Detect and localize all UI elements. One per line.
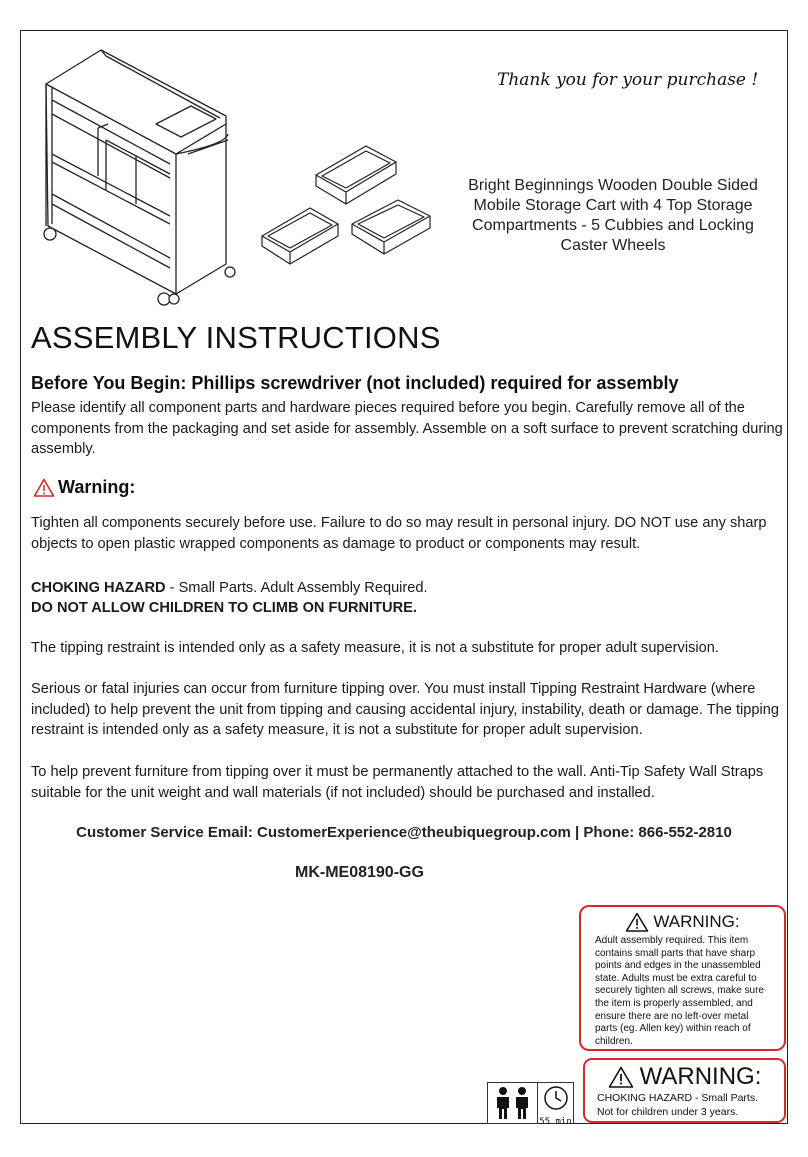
two-people-icon — [487, 1082, 537, 1124]
warning-text: Tighten all components securely before use. Failure to do so may result in personal injury. DO NOT use any sharp objects to open plastic wrapped components as damage to product or components may result. — [31, 515, 767, 552]
clock-icon — [543, 1085, 569, 1111]
tipping-warning-text: Serious or fatal injuries can occur from furniture tipping over. You must install Tipping Restraint Hardware (where included) to help prevent the unit from tipping and causing accidental injury, instability, death or damage. The tipping restraint is intended only as a safety measure, it is not a substitute for proper adult supervision. — [31, 681, 779, 738]
product-title: Bright Beginnings Wooden Double Sided Mobile Storage Cart with 4 Top Storage Compartments - 5 Cubbies and Locking Caster Wheels — [468, 177, 758, 254]
warning-triangle-icon — [625, 912, 649, 932]
storage-cart-illustration — [36, 44, 242, 310]
drawers-illustration — [256, 140, 438, 270]
assembly-warning-text: Adult assembly required. This item contains small parts that have sharp points and edges in the unassembled state. Adults must be extra careful to securely tighten all screws, make sure the item is properly assembled, and ensure there are no left-over metal parts (eg. Allen key) within reach of children. — [595, 935, 764, 1047]
no-climb-text: DO NOT ALLOW CHILDREN TO CLIMB ON FURNITURE. — [31, 600, 417, 616]
assembly-time-label: 55 min — [539, 1117, 572, 1127]
choking-warning-line2: Not for children under 3 years. — [597, 1106, 739, 1118]
thank-you-note: Thank you for your purchase ! — [497, 70, 759, 90]
before-you-begin-heading: Before You Begin: Phillips screwdriver (not included) required for assembly — [31, 373, 679, 393]
page-title: ASSEMBLY INSTRUCTIONS — [31, 320, 441, 355]
customer-service-contact: Customer Service Email: CustomerExperience@theubiquegroup.com | Phone: 866-552-2810 — [76, 824, 732, 841]
wall-strap-text: To help prevent furniture from tipping over it must be permanently attached to the wall. Anti-Tip Safety Wall Straps suitable for the unit weight and wall materials (if not included) should be purchased and installed. — [31, 764, 764, 801]
assembly-warning-box — [579, 905, 786, 1051]
warning-heading-label: Warning: — [58, 477, 136, 497]
warning-triangle-icon — [33, 478, 55, 497]
before-you-begin-text: Please identify all component parts and hardware pieces required before you begin. Carefully remove all of the components from the packaging and set aside for assembly. Assemble on a soft surface to prevent scratching during assembly. — [31, 400, 783, 457]
choking-warning-heading: WARNING: — [639, 1063, 762, 1090]
assembly-warning-heading: WARNING: — [653, 912, 740, 931]
choking-hazard-label: CHOKING HAZARD — [31, 580, 166, 596]
choking-warning-line1: CHOKING HAZARD - Small Parts. — [597, 1092, 759, 1104]
choking-hazard-line — [31, 578, 791, 599]
warning-heading — [33, 477, 135, 498]
assembly-time-box — [537, 1082, 574, 1127]
tipping-restraint-note: The tipping restraint is intended only as a safety measure, it is not a substitute for proper adult supervision. — [31, 640, 719, 656]
warning-triangle-icon — [608, 1066, 634, 1088]
choking-warning-box — [583, 1058, 786, 1123]
choking-hazard-text: - Small Parts. Adult Assembly Required. — [165, 580, 428, 596]
model-number: MK-ME08190-GG — [295, 864, 424, 881]
